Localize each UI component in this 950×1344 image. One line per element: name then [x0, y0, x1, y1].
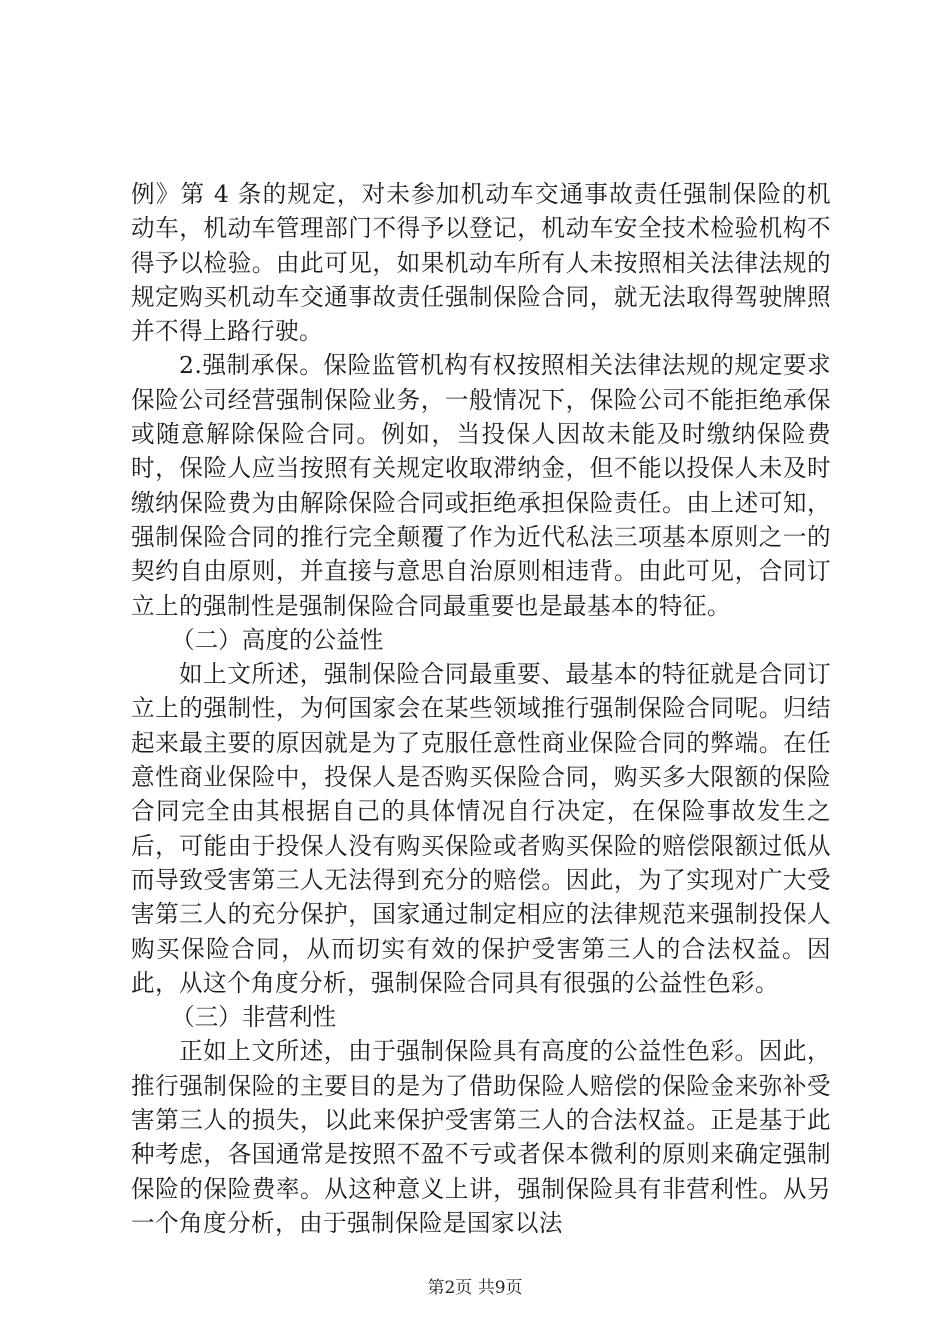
page-footer: 第2页 共9页	[427, 1278, 523, 1298]
paragraph-2: 2.强制承保。保险监管机构有权按照相关法律法规的规定要求保险公司经营强制保险业务，一般情况下，保险公司不能拒绝承保或随意解除保险合同。例如，当投保人因故未能及时缴纳保险费时，保险人应当按照有关规定收取滞纳金，但不能以投保人未及时缴纳保险费为由解除保险合同或拒绝承担保险责任。由上述可知，强制保险合同的推行完全颠覆了作为近代私法三项基本原则之一的契约自由原则，并直接与意思自治原则相违背。由此可见，合同订立上的强制性是强制保险合同最重要也是最基本的特征。	[131, 351, 831, 620]
paragraph-1: 例》第 4 条的规定，对未参加机动车交通事故责任强制保险的机动车，机动车管理部门不得予以登记，机动车安全技术检验机构不得予以检验。由此可见，如果机动车所有人未按照相关法律法规的规定购买机动车交通事故责任强制保险合同，就无法取得驾驶牌照并不得上路行驶。	[131, 180, 831, 346]
document-body	[131, 177, 831, 1240]
section-heading-3: （三）非营利性	[171, 1003, 337, 1032]
section-heading-2: （二）高度的公益性	[171, 625, 384, 654]
paragraph-4: 正如上文所述，由于强制保险具有高度的公益性色彩。因此，推行强制保险的主要目的是为了借助保险人赔偿的保险金来弥补受害第三人的损失，以此来保护受害第三人的合法权益。正是基于此种考虑，各国通常是按照不盈不亏或者保本微利的原则来确定强制保险的保险费率。从这种意义上讲，强制保险具有非营利性。从另一个角度分析，由于强制保险是国家以法	[131, 1037, 831, 1237]
paragraph-3: 如上文所述，强制保险合同最重要、最基本的特征就是合同订立上的强制性，为何国家会在某些领域推行强制保险合同呢。归结起来最主要的原因就是为了克服任意性商业保险合同的弊端。在任意性商业保险中，投保人是否购买保险合同，购买多大限额的保险合同完全由其根据自己的具体情况自行决定，在保险事故发生之后，可能由于投保人没有购买保险或者购买保险的赔偿限额过低从而导致受害第三人无法得到充分的赔偿。因此，为了实现对广大受害第三人的充分保护，国家通过制定相应的法律规范来强制投保人购买保险合同，从而切实有效的保护受害第三人的合法权益。因此，从这个角度分析，强制保险合同具有很强的公益性色彩。	[131, 660, 831, 997]
